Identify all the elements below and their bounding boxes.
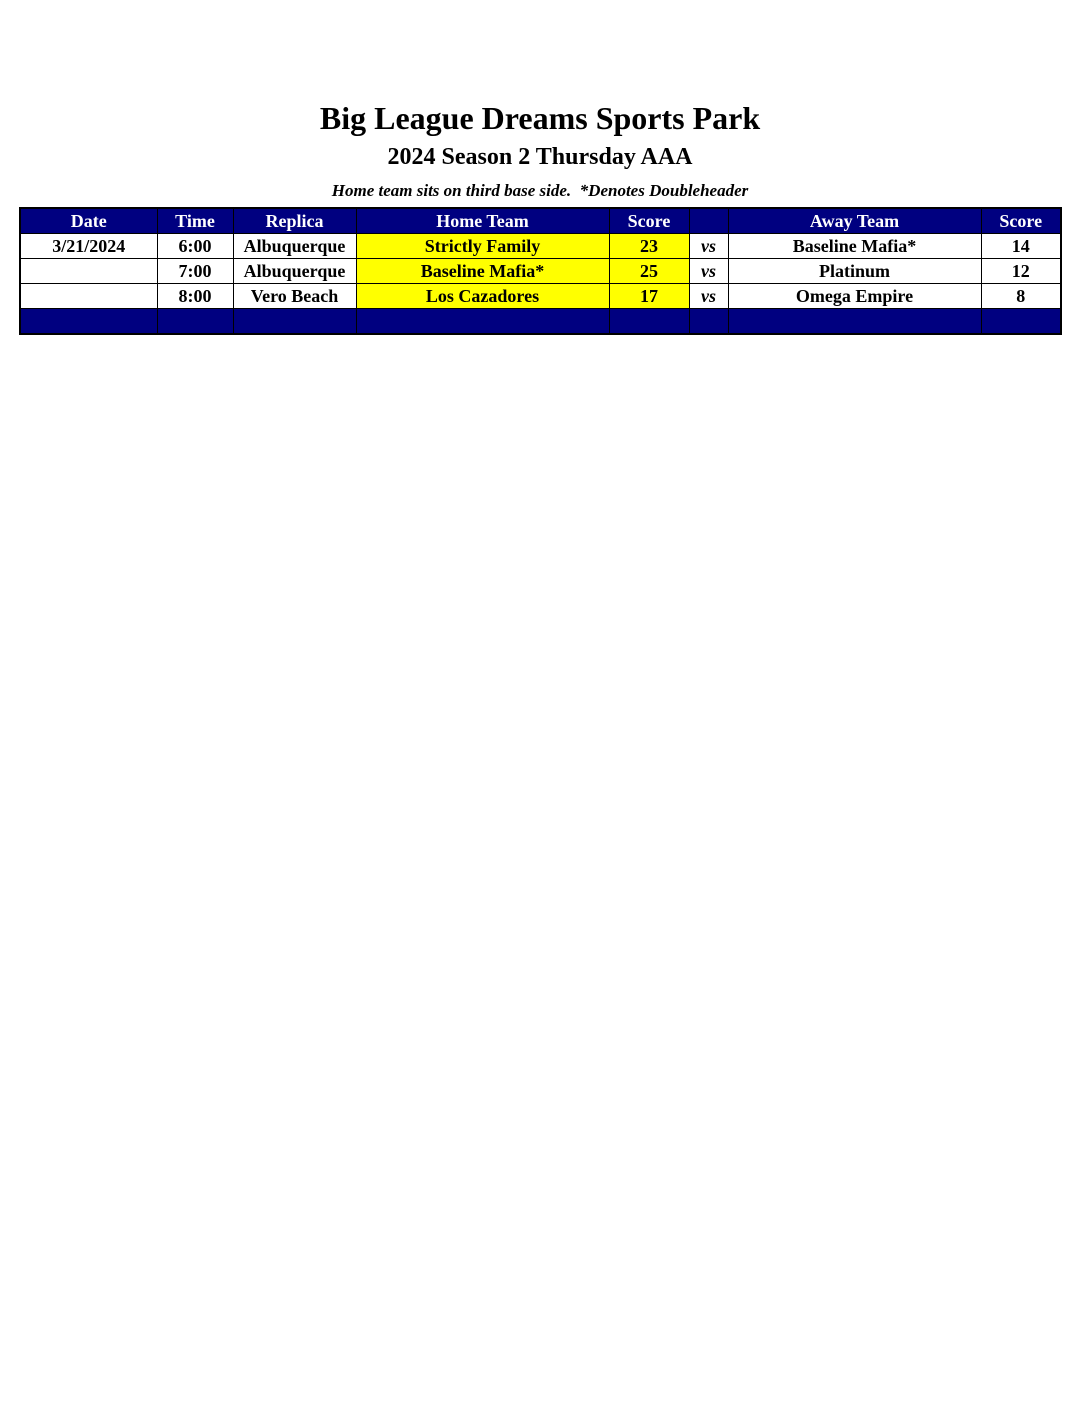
column-header-date: Date [20, 208, 157, 234]
cell-away-team: Omega Empire [728, 284, 981, 309]
cell-home-score: 17 [609, 284, 689, 309]
page-title: Big League Dreams Sports Park [319, 100, 761, 136]
cell-vs: vs [689, 259, 728, 284]
cell-home-team: Baseline Mafia* [356, 259, 609, 284]
footer-cell [233, 309, 356, 335]
cell-replica: Vero Beach [233, 284, 356, 309]
cell-away-score: 14 [981, 234, 1061, 259]
footer-cell [728, 309, 981, 335]
footer-cell [689, 309, 728, 335]
column-header-vs [689, 208, 728, 234]
cell-time: 6:00 [157, 234, 233, 259]
table-header-row [20, 208, 1061, 234]
cell-replica: Albuquerque [233, 259, 356, 284]
cell-date: 3/21/2024 [20, 234, 157, 259]
footer-cell [356, 309, 609, 335]
cell-time: 8:00 [157, 284, 233, 309]
table-row [20, 259, 1061, 284]
cell-home-score: 25 [609, 259, 689, 284]
column-header-away-score: Score [981, 208, 1061, 234]
schedule-note: Home team sits on third base side. *Denotes Doubleheader [331, 181, 749, 200]
column-header-away-team: Away Team [728, 208, 981, 234]
cell-date [20, 259, 157, 284]
cell-away-score: 8 [981, 284, 1061, 309]
column-header-home-score: Score [609, 208, 689, 234]
column-header-replica: Replica [233, 208, 356, 234]
cell-away-team: Platinum [728, 259, 981, 284]
table-row [20, 234, 1061, 259]
footer-cell [609, 309, 689, 335]
cell-home-team: Los Cazadores [356, 284, 609, 309]
cell-home-team: Strictly Family [356, 234, 609, 259]
cell-time: 7:00 [157, 259, 233, 284]
cell-away-score: 12 [981, 259, 1061, 284]
cell-date [20, 284, 157, 309]
cell-away-team: Baseline Mafia* [728, 234, 981, 259]
cell-vs: vs [689, 234, 728, 259]
cell-home-score: 23 [609, 234, 689, 259]
footer-cell [20, 309, 157, 335]
footer-cell [157, 309, 233, 335]
page-subtitle: 2024 Season 2 Thursday AAA [387, 144, 693, 170]
column-header-home-team: Home Team [356, 208, 609, 234]
table-footer-row [20, 309, 1061, 335]
schedule-table [19, 207, 1062, 335]
column-header-time: Time [157, 208, 233, 234]
footer-cell [981, 309, 1061, 335]
cell-vs: vs [689, 284, 728, 309]
cell-replica: Albuquerque [233, 234, 356, 259]
table-row [20, 284, 1061, 309]
